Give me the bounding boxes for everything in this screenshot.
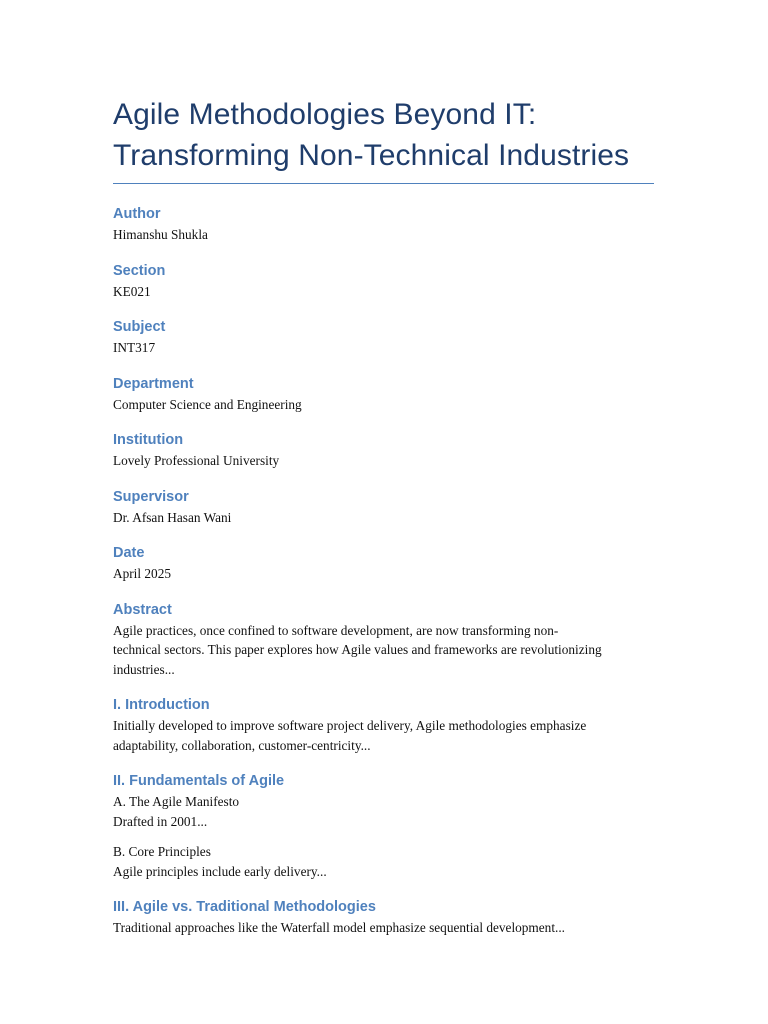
introduction-line-2: adaptability, collaboration, customer-centricity...: [113, 737, 371, 753]
subject-value: INT317: [113, 340, 156, 355]
manifesto-title: A. The Agile Manifesto: [113, 794, 240, 809]
principles-subsection: [113, 842, 655, 881]
document-title: [113, 94, 654, 184]
introduction-line-1: Initially developed to improve software project delivery, Agile methodologies emphasize: [113, 718, 587, 733]
institution-field: [113, 430, 655, 471]
title-line-2: Transforming Non-Technical Industries: [113, 139, 630, 172]
department-value: Computer Science and Engineering: [113, 396, 302, 412]
supervisor-field: [113, 487, 655, 528]
introduction-section: [113, 695, 655, 755]
abstract-section: [113, 600, 658, 680]
principles-text: Agile principles include early delivery...: [113, 863, 327, 879]
author-label: Author: [113, 206, 161, 222]
section-label: Section: [113, 262, 166, 279]
section-field: [113, 261, 655, 302]
comparison-heading: III. Agile vs. Traditional Methodologies: [113, 899, 376, 915]
date-value: April 2025: [113, 566, 171, 581]
department-field: [113, 374, 655, 415]
abstract-line-1: Agile practices, once confined to software development, are now transforming non-: [113, 622, 559, 638]
department-label: Department: [113, 375, 194, 392]
fundamentals-heading: II. Fundamentals of Agile: [113, 773, 285, 789]
author-field: [113, 204, 655, 245]
principles-title: B. Core Principles: [113, 844, 211, 859]
subject-label: Subject: [113, 319, 166, 335]
manifesto-subsection: [113, 792, 655, 831]
fundamentals-section: [113, 771, 655, 881]
abstract-line-2: technical sectors. This paper explores how Agile values and frameworks are revolutionizing: [113, 642, 602, 657]
institution-label: Institution: [113, 432, 184, 448]
introduction-heading: I. Introduction: [113, 697, 210, 713]
comparison-section: [113, 897, 655, 938]
section-value: KE021: [113, 283, 151, 299]
date-label: Date: [113, 545, 145, 561]
author-value: Himanshu Shukla: [113, 227, 208, 242]
comparison-text: Traditional approaches like the Waterfall model emphasize sequential development...: [113, 920, 565, 935]
abstract-heading: Abstract: [113, 601, 172, 618]
supervisor-value: Dr. Afsan Hasan Wani: [113, 509, 232, 525]
abstract-line-3: industries...: [113, 661, 175, 677]
supervisor-label: Supervisor: [113, 488, 189, 505]
date-field: [113, 543, 655, 584]
institution-value: Lovely Professional University: [113, 453, 280, 468]
subject-field: [113, 317, 655, 358]
manifesto-text: Drafted in 2001...: [113, 813, 208, 829]
title-line-1: Agile Methodologies Beyond IT:: [113, 98, 537, 131]
